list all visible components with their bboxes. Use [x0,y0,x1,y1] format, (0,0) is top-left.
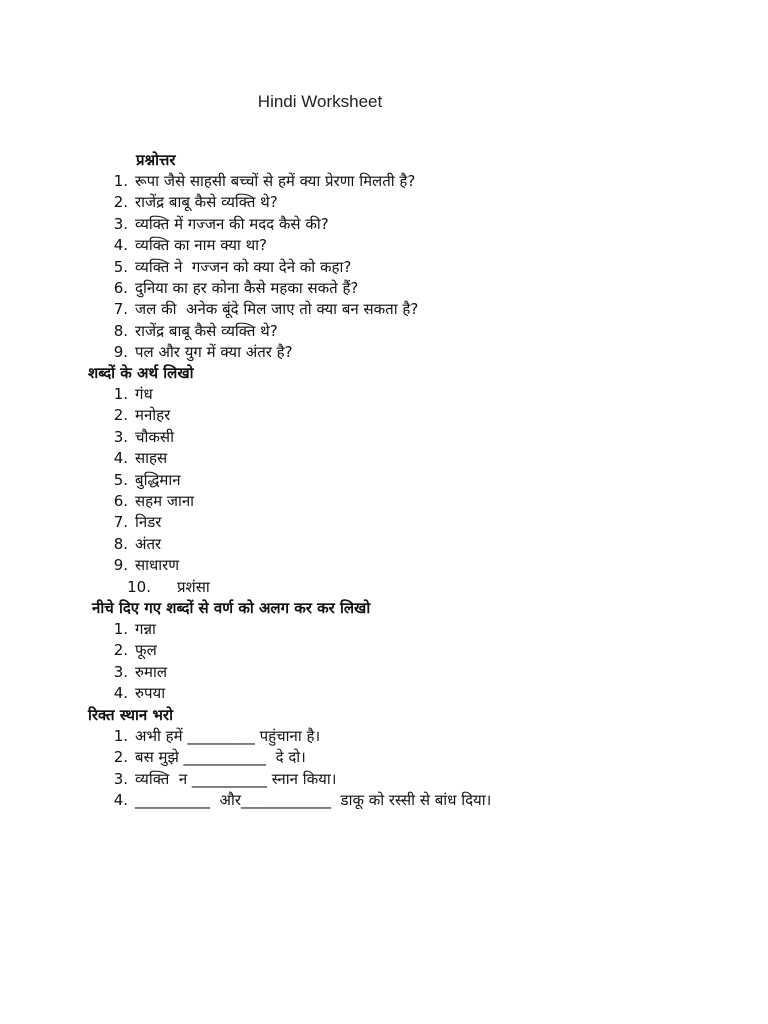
qa-item-text: व्यक्ति का नाम क्या था? [135,236,268,255]
letters-item [106,640,167,661]
qa-item [106,278,418,299]
qa-item [106,342,418,363]
blanks-item-number: 4. [113,791,128,810]
meanings-item-number: 8. [113,534,128,553]
letters-heading: नीचे दिए गए शब्दों से वर्ण को अलग कर कर लिखो [92,599,371,617]
blanks-item-text: व्यक्ति न __________ स्नान किया। [135,769,337,788]
meanings-item-text: अंतर [135,534,162,553]
blanks-item-number: 2. [113,748,128,767]
qa-heading: प्रश्नोत्तर [136,151,176,169]
letters-item-text: रुमाल [135,662,167,681]
meanings-item [106,470,210,491]
qa-item [106,299,418,320]
worksheet-title: Hindi Worksheet [257,92,383,111]
blanks-item [106,769,491,790]
qa-item-text: राजेंद्र बाबू कैसे व्यक्ति थे? [135,321,278,340]
blanks-heading: रिक्त स्थान भरो [88,706,173,724]
letters-item-text: रुपया [135,684,166,703]
meanings-item [106,512,210,533]
qa-item-number: 7. [113,300,128,319]
qa-item-text: व्यक्ति में गज्जन की मदद कैसे की? [135,214,329,233]
qa-item-number: 5. [113,257,128,276]
meanings-item-text: गंध [135,385,153,403]
qa-item-text: व्यक्ति ने गज्जन को क्या देने को कहा? [135,257,352,276]
qa-item-number: 9. [113,343,128,362]
letters-item [106,683,167,704]
blanks-item-number: 3. [113,769,128,788]
meanings-item-number: 5. [113,470,128,489]
qa-item-text: रूपा जैसे साहसी बच्चों से हमें क्या प्रेरणा मिलती है? [135,172,416,190]
qa-item-number: 1. [113,172,128,190]
meanings-item [106,427,210,448]
qa-item-number: 8. [113,321,128,340]
letters-item-number: 3. [113,662,128,681]
letters-item [106,619,167,640]
meanings-heading: शब्दों के अर्थ लिखो [88,364,194,382]
qa-list [106,171,418,364]
letters-item-number: 2. [113,641,128,660]
meanings-item-number: 4. [113,449,128,468]
blanks-item-text: __________ और____________ डाकू को रस्सी से बांध दिया। [135,791,492,810]
meanings-item-text: चौकसी [135,427,174,446]
qa-item-text: राजेंद्र बाबू कैसे व्यक्ति थे? [135,193,278,212]
letters-item [106,662,167,683]
blanks-item-text: अभी हमें _________ पहुंचाना है। [135,727,321,745]
meanings-item-number: 9. [113,556,128,575]
letters-item-number: 1. [113,620,128,638]
qa-item [106,257,418,278]
meanings-item [106,577,210,598]
meanings-item [106,555,210,576]
qa-item-number: 2. [113,193,128,212]
meanings-item [106,491,210,512]
meanings-item-text: प्रशंसा [177,577,210,596]
qa-item [106,192,418,213]
meanings-item [106,405,210,426]
qa-item-number: 3. [113,214,128,233]
meanings-item-text: बुद्धिमान [135,470,181,489]
meanings-item-number: 3. [113,427,128,446]
qa-item [106,214,418,235]
meanings-item-number: 7. [113,513,128,532]
blanks-item-number: 1. [113,727,128,745]
meanings-item-text: मनोहर [135,406,171,425]
letters-item-text: फूल [135,641,157,660]
qa-item-number: 4. [113,236,128,255]
meanings-item-number: 10. [127,577,151,596]
blanks-item [106,726,491,747]
meanings-item [106,384,210,405]
letters-list [106,619,167,705]
meanings-item-number: 2. [113,406,128,425]
qa-item-text: दुनिया का हर कोना कैसे महका सकते हैं? [135,278,359,297]
meanings-item [106,534,210,555]
qa-item [106,235,418,256]
blanks-item [106,790,491,811]
meanings-item [106,448,210,469]
qa-item [106,321,418,342]
qa-item [106,171,418,192]
meanings-item-text: साधारण [135,556,180,575]
qa-item-text: पल और युग में क्या अंतर है? [135,343,293,362]
meanings-item-number: 6. [113,491,128,510]
blanks-list [106,726,491,812]
meanings-item-text: सहम जाना [135,491,195,510]
meanings-list [106,384,210,598]
letters-item-text: गन्ना [135,620,156,638]
qa-item-text: जल की अनेक बूंदे मिल जाए तो क्या बन सकता है? [135,300,419,319]
qa-item-number: 6. [113,278,128,297]
letters-item-number: 4. [113,684,128,703]
meanings-item-number: 1. [113,385,128,403]
meanings-item-text: निडर [135,513,162,532]
blanks-item-text: बस मुझे ___________ दे दो। [135,748,306,767]
blanks-item [106,747,491,768]
meanings-item-text: साहस [135,449,168,468]
